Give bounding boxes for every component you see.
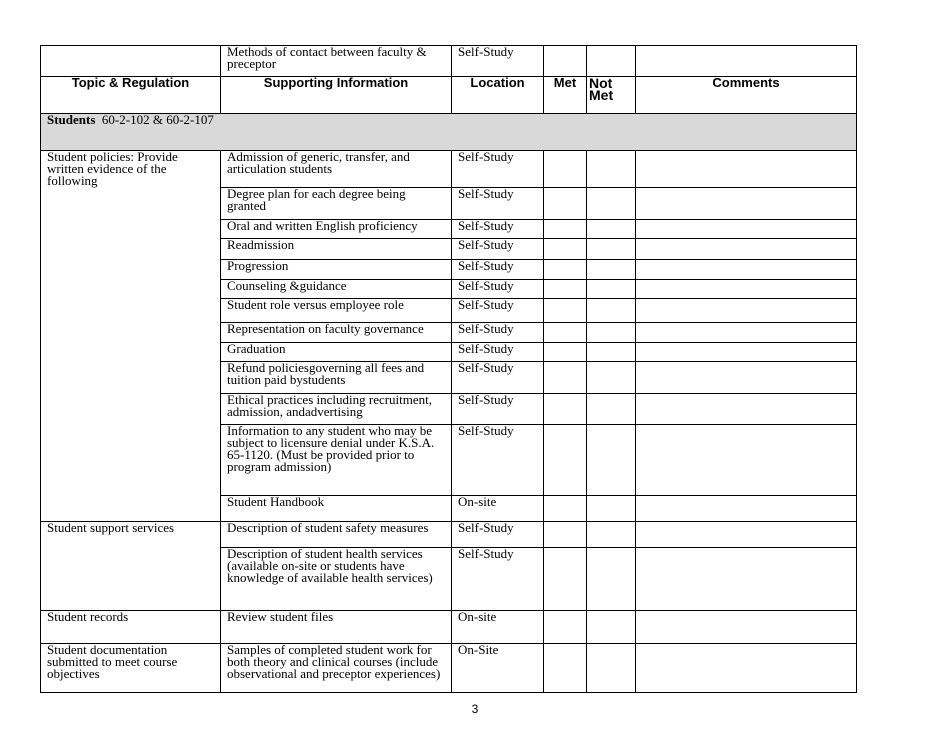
met-cell	[544, 299, 587, 323]
comments-cell	[636, 299, 857, 323]
met-cell	[544, 496, 587, 522]
comments-cell	[636, 343, 857, 362]
comments-cell	[636, 323, 857, 343]
comments-cell	[636, 362, 857, 394]
met-cell	[544, 362, 587, 394]
met-cell	[544, 239, 587, 260]
comments-cell	[636, 548, 857, 611]
supporting-info-cell: Graduation	[221, 343, 452, 362]
location-cell: On-site	[452, 496, 544, 522]
not-met-cell	[587, 611, 636, 644]
supporting-info-cell: Student role versus employee role	[221, 299, 452, 323]
supporting-info-cell: Representation on faculty governance	[221, 323, 452, 343]
supporting-info-cell: Oral and written English proficiency	[221, 220, 452, 239]
not-met-cell	[587, 239, 636, 260]
header-not-met-line1: Not	[589, 76, 613, 91]
comments-cell	[636, 280, 857, 299]
location-cell: Self-Study	[452, 362, 544, 394]
location-cell: Self-Study	[452, 548, 544, 611]
supporting-info-cell: Description of student health services (available on-site or students have knowledge of available health services)	[221, 548, 452, 611]
comments-cell	[636, 496, 857, 522]
comments-cell	[636, 220, 857, 239]
not-met-cell	[587, 394, 636, 425]
supporting-info-cell: Methods of contact between faculty & preceptor	[221, 46, 452, 77]
header-not-met-line2: Met	[589, 87, 614, 103]
header-row	[41, 77, 857, 114]
supporting-info-cell: Counseling &guidance	[221, 280, 452, 299]
header-supporting: Supporting Information	[221, 77, 452, 114]
location-cell: Self-Study	[452, 239, 544, 260]
supporting-info-cell: Progression	[221, 260, 452, 280]
supporting-info-cell: Refund policiesgoverning all fees and tuition paid bystudents	[221, 362, 452, 394]
met-cell	[544, 548, 587, 611]
not-met-cell	[587, 425, 636, 496]
location-cell: Self-Study	[452, 299, 544, 323]
not-met-cell	[587, 280, 636, 299]
location-cell: Self-Study	[452, 280, 544, 299]
supporting-info-cell: Description of student safety measures	[221, 522, 452, 548]
table-row	[41, 151, 857, 188]
location-cell: Self-Study	[452, 394, 544, 425]
not-met-cell	[587, 343, 636, 362]
not-met-cell	[587, 644, 636, 693]
not-met-cell	[587, 188, 636, 220]
met-cell	[544, 611, 587, 644]
not-met-cell	[587, 548, 636, 611]
met-cell	[544, 644, 587, 693]
section-row	[41, 114, 857, 151]
not-met-cell	[587, 496, 636, 522]
comments-cell	[636, 188, 857, 220]
topic-cell: Student records	[41, 611, 221, 644]
met-cell	[544, 260, 587, 280]
topic-cell: Student policies: Provide written evidence of the following	[41, 151, 221, 522]
table-row	[41, 46, 857, 77]
comments-cell	[636, 46, 857, 77]
location-cell: Self-Study	[452, 425, 544, 496]
table-row	[41, 522, 857, 548]
met-cell	[544, 280, 587, 299]
section-title: Students	[47, 113, 96, 127]
location-cell: Self-Study	[452, 188, 544, 220]
comments-cell	[636, 151, 857, 188]
location-cell: On-site	[452, 611, 544, 644]
supporting-info-cell: Admission of generic, transfer, and articulation students	[221, 151, 452, 188]
supporting-info-cell: Samples of completed student work for both theory and clinical courses (include observational and preceptor experiences)	[221, 644, 452, 693]
comments-cell	[636, 644, 857, 693]
not-met-cell	[587, 260, 636, 280]
location-cell: Self-Study	[452, 151, 544, 188]
page-number: 3	[471, 702, 479, 716]
topic-cell	[41, 46, 221, 77]
comments-cell	[636, 394, 857, 425]
comments-cell	[636, 425, 857, 496]
met-cell	[544, 151, 587, 188]
section-regulation: 60-2-102 & 60-2-107	[101, 113, 214, 127]
location-cell: Self-Study	[452, 260, 544, 280]
met-cell	[544, 220, 587, 239]
location-cell: On-Site	[452, 644, 544, 693]
not-met-cell	[587, 362, 636, 394]
met-cell	[544, 394, 587, 425]
location-cell: Self-Study	[452, 343, 544, 362]
met-cell	[544, 522, 587, 548]
header-topic: Topic & Regulation	[41, 77, 221, 114]
supporting-info-cell: Degree plan for each degree being granted	[221, 188, 452, 220]
location-cell: Self-Study	[452, 323, 544, 343]
supporting-info-cell: Ethical practices including recruitment, admission, andadvertising	[221, 394, 452, 425]
table-row	[41, 644, 857, 693]
header-comments: Comments	[636, 77, 857, 114]
location-cell: Self-Study	[452, 522, 544, 548]
met-cell	[544, 425, 587, 496]
supporting-info-cell: Readmission	[221, 239, 452, 260]
section-title-cell	[41, 114, 857, 151]
not-met-cell	[587, 220, 636, 239]
evaluation-table	[40, 45, 857, 693]
header-met: Met	[544, 77, 587, 114]
location-cell: Self-Study	[452, 46, 544, 77]
not-met-cell	[587, 46, 636, 77]
not-met-cell	[587, 151, 636, 188]
supporting-info-cell: Student Handbook	[221, 496, 452, 522]
comments-cell	[636, 522, 857, 548]
not-met-cell	[587, 323, 636, 343]
header-location: Location	[452, 77, 544, 114]
header-not-met	[587, 77, 636, 114]
topic-cell: Student documentation submitted to meet course objectives	[41, 644, 221, 693]
met-cell	[544, 46, 587, 77]
comments-cell	[636, 239, 857, 260]
topic-cell: Student support services	[41, 522, 221, 611]
not-met-cell	[587, 522, 636, 548]
met-cell	[544, 188, 587, 220]
comments-cell	[636, 260, 857, 280]
location-cell: Self-Study	[452, 220, 544, 239]
met-cell	[544, 343, 587, 362]
supporting-info-cell: Review student files	[221, 611, 452, 644]
comments-cell	[636, 611, 857, 644]
met-cell	[544, 323, 587, 343]
not-met-cell	[587, 299, 636, 323]
table-row	[41, 611, 857, 644]
supporting-info-cell: Information to any student who may be subject to licensure denial under K.S.A. 65-1120. (Must be provided prior to program admission)	[221, 425, 452, 496]
